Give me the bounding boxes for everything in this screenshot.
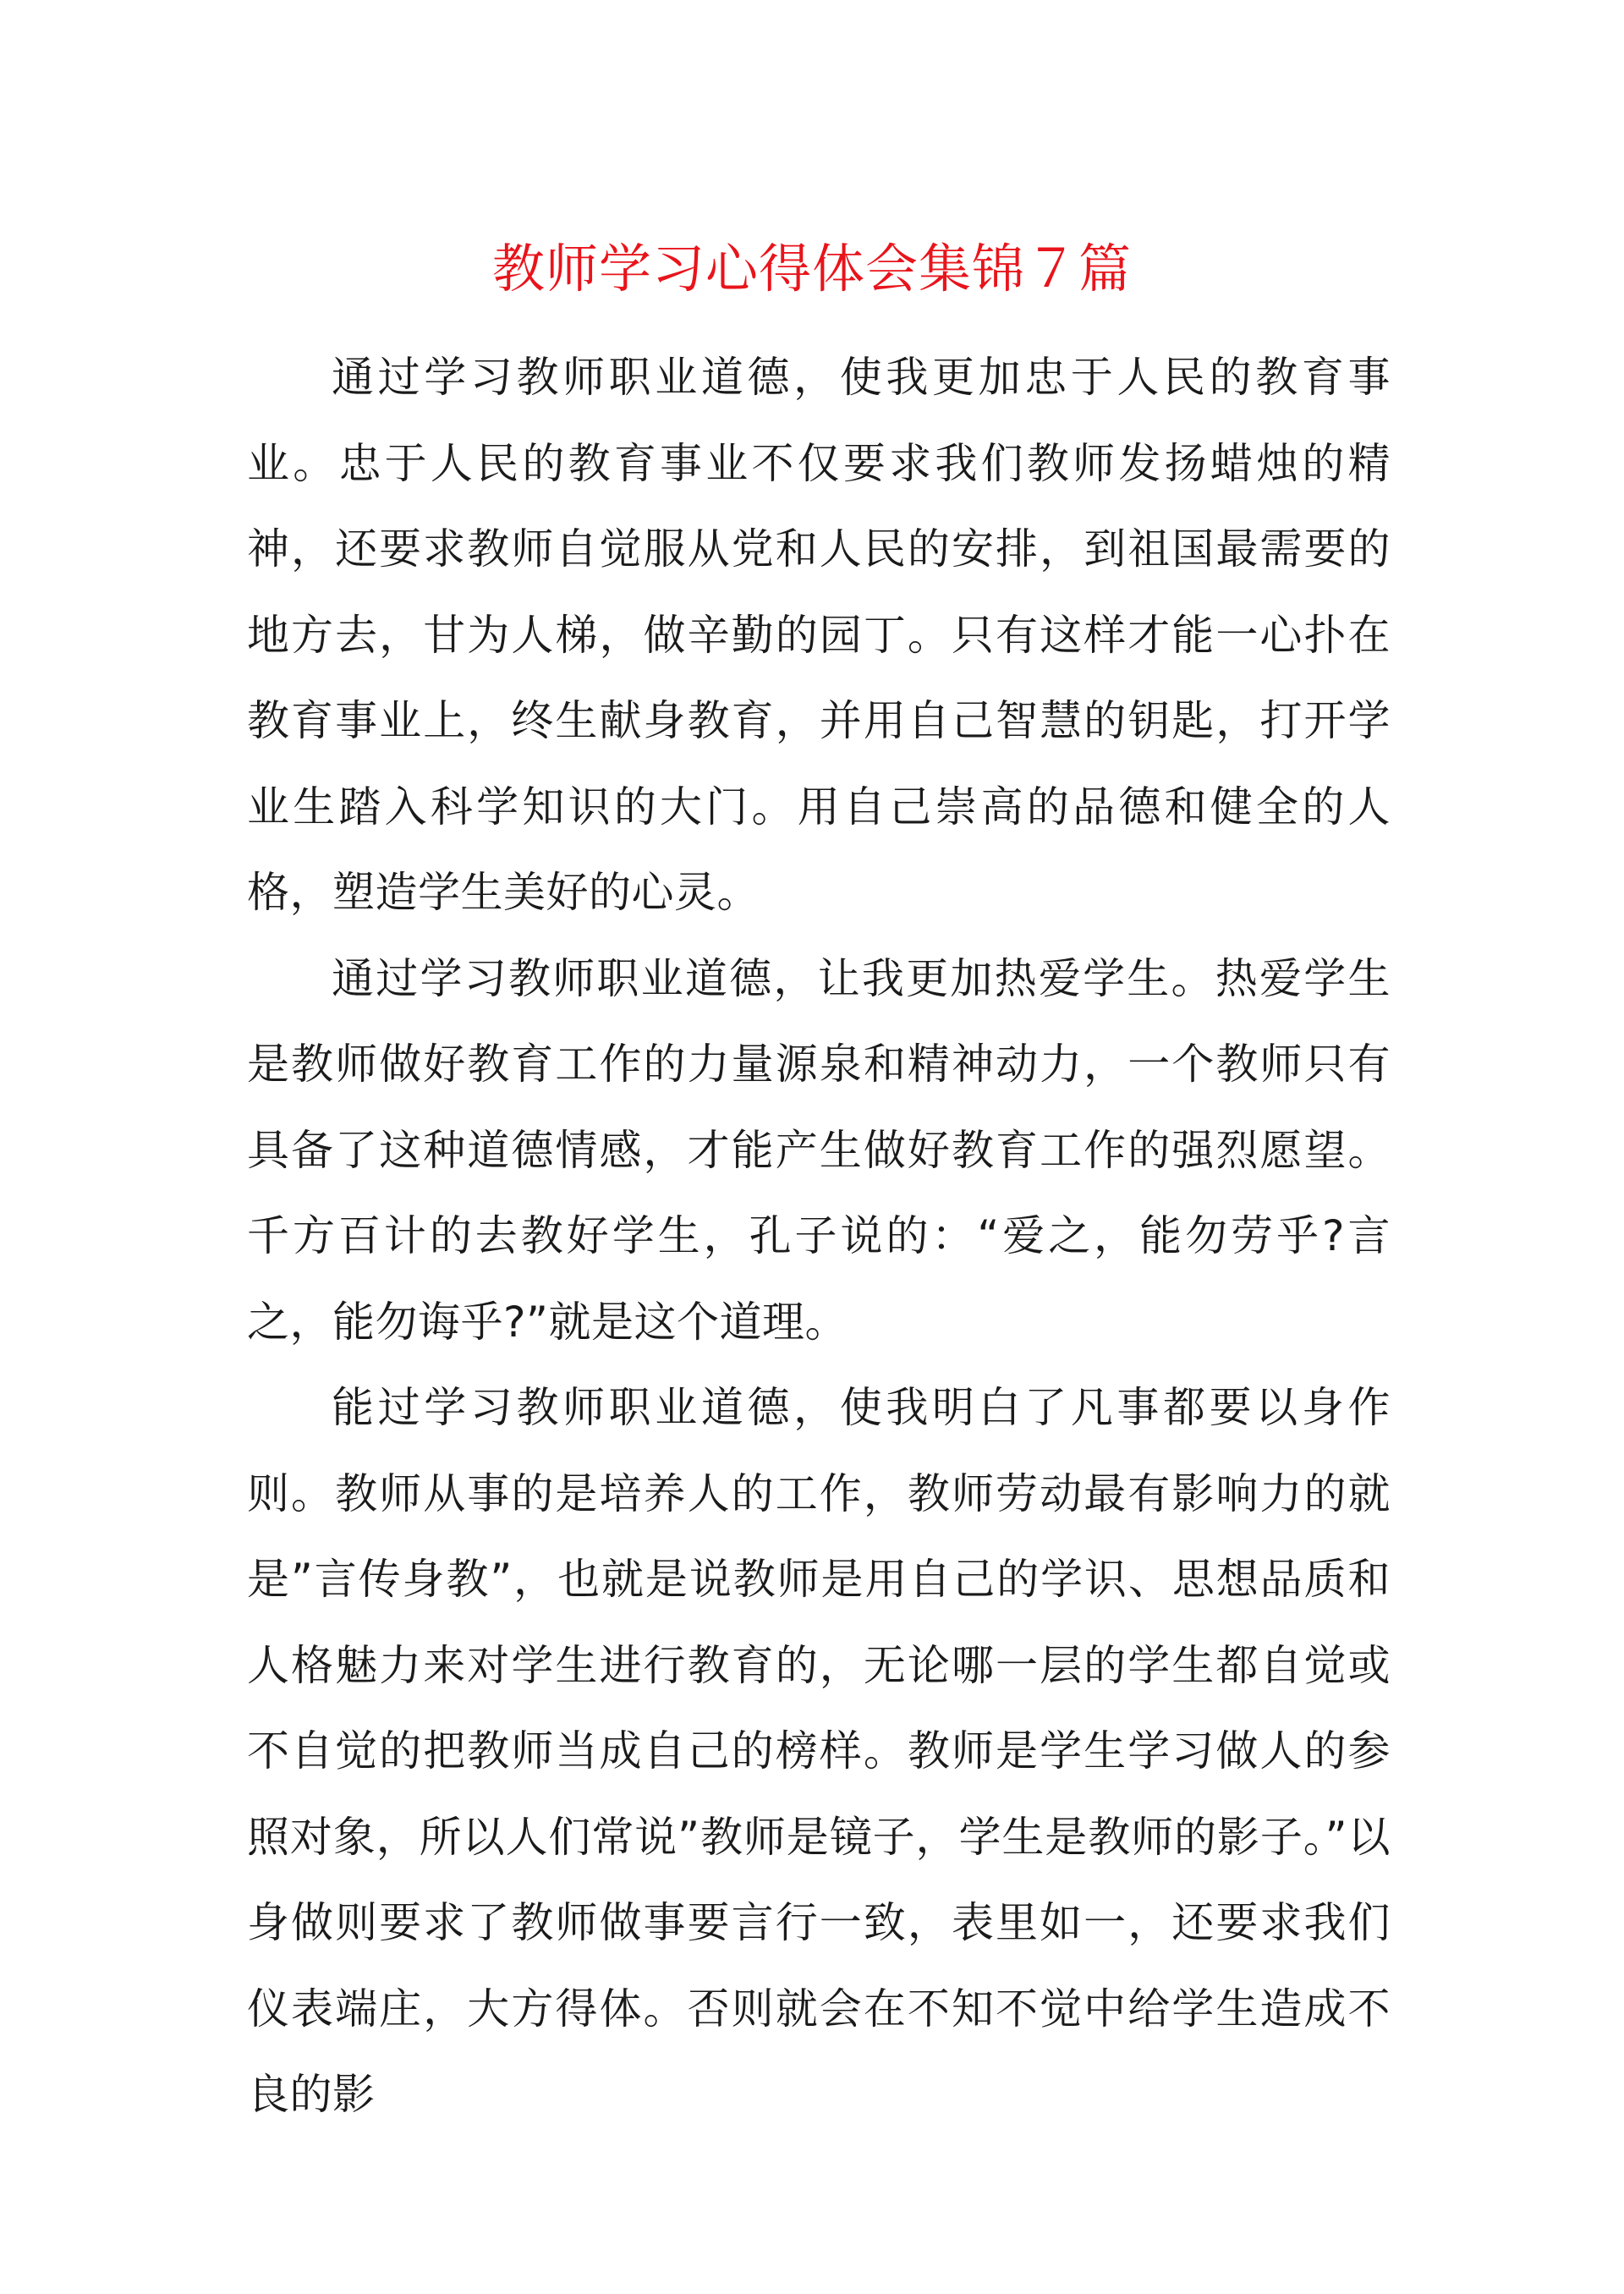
paragraph-1: 通过学习教师职业道德，使我更加忠于人民的教育事业。忠于人民的教育事业不仅要求我们教师发扬蜡烛的精神，还要求教师自觉服从党和人民的安排，到祖国最需要的地方去，甘为人梯，做辛勤的园丁。只有这样才能一心扑在教育事业上，终生献身教育，并用自己智慧的钥匙，打开学业生踏入科学知识的大门。用自己崇高的品德和健全的人格，塑造学生美好的心灵。	[247, 353, 1391, 917]
paragraph-2: 通过学习教师职业道德，让我更加热爱学生。热爱学生是教师做好教育工作的力量源泉和精神动力，一个教师只有具备了这种道德情感，才能产生做好教育工作的强烈愿望。千方百计的去教好学生，孔子说的：“爱之，能勿劳乎?言之，能勿诲乎?”就是这个道理。	[247, 953, 1391, 1347]
document-body	[247, 335, 1391, 2138]
document-title: 教师学习心得体会集锦７篇	[491, 238, 1132, 299]
paragraph-3: 能过学习教师职业道德，使我明白了凡事都要以身作则。教师从事的是培养人的工作，教师劳动最有影响力的就是”言传身教”，也就是说教师是用自己的学识、思想品质和人格魅力来对学生进行教育的，无论哪一层的学生都自觉或不自觉的把教师当成自己的榜样。教师是学生学习做人的参照对象，所以人们常说”教师是镜子，学生是教师的影子。”以身做则要求了教师做事要言行一致，表里如一，还要求我们仪表端庄，大方得体。否则就会在不知不觉中给学生造成不良的影	[247, 1383, 1391, 2119]
